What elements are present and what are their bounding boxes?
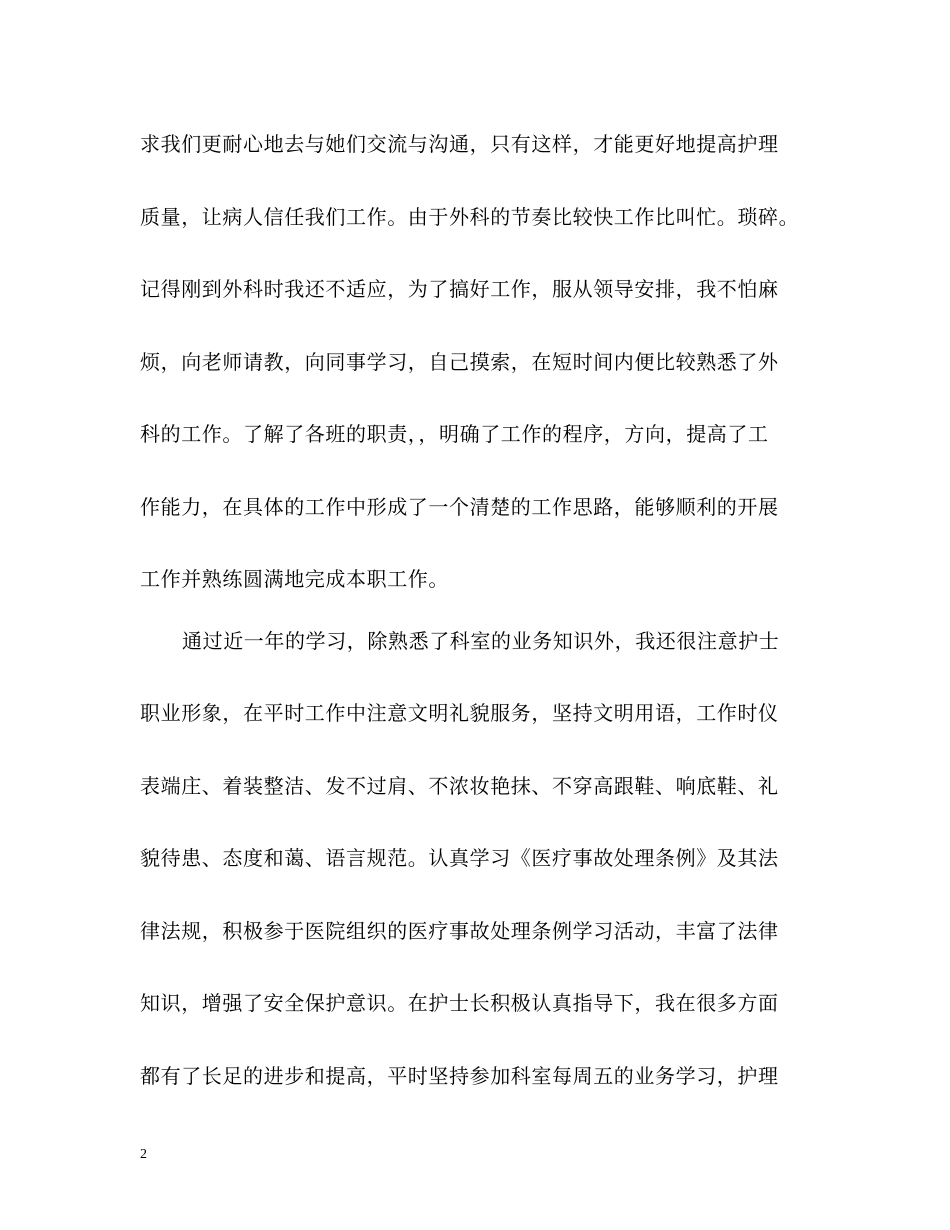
paragraph-1-line-6: 作能力，在具体的工作中形成了一个清楚的工作思路，能够顺利的开展: [140, 495, 779, 519]
paragraph-2-line-2: 职业形象，在平时工作中注意文明礼貌服务，坚持文明用语，工作时仪: [140, 701, 779, 725]
paragraph-1-line-5: 科的工作。了解了各班的职责，，明确了工作的程序，方向，提高了工: [140, 422, 769, 446]
paragraph-2-line-3: 表端庄、着装整洁、发不过肩、不浓妆艳抹、不穿高跟鞋、响底鞋、礼: [140, 774, 779, 798]
paragraph-2-line-5: 律法规，积极参于医院组织的医疗事故处理条例学习活动，丰富了法律: [140, 919, 779, 943]
paragraph-1-line-4: 烦，向老师请教，向同事学习，自己摸索，在短时间内便比较熟悉了外: [140, 350, 779, 374]
paragraph-2-line-1: 通过近一年的学习，除熟悉了科室的业务知识外，我还很注意护士: [182, 629, 780, 653]
paragraph-2-line-6: 知识，增强了安全保护意识。在护士长积极认真指导下，我在很多方面: [140, 991, 779, 1015]
paragraph-1-line-1: 求我们更耐心地去与她们交流与沟通，只有这样，才能更好地提高护理: [140, 132, 779, 156]
page-number: 2: [140, 1147, 147, 1162]
paragraph-2-line-7: 都有了长足的进步和提高，平时坚持参加科室每周五的业务学习，护理: [140, 1064, 779, 1088]
paragraph-1-line-7: 工作并熟练圆满地完成本职工作。: [140, 567, 449, 591]
paragraph-2-line-4: 貌待患、态度和蔼、语言规范。认真学习《医疗事故处理条例》及其法: [140, 846, 779, 870]
paragraph-1-line-3: 记得刚到外科时我还不适应，为了搞好工作，服从领导安排，我不怕麻: [140, 277, 779, 301]
paragraph-1-line-2: 质量，让病人信任我们工作。由于外科的节奏比较快工作比叫忙。琐碎。: [140, 205, 800, 229]
